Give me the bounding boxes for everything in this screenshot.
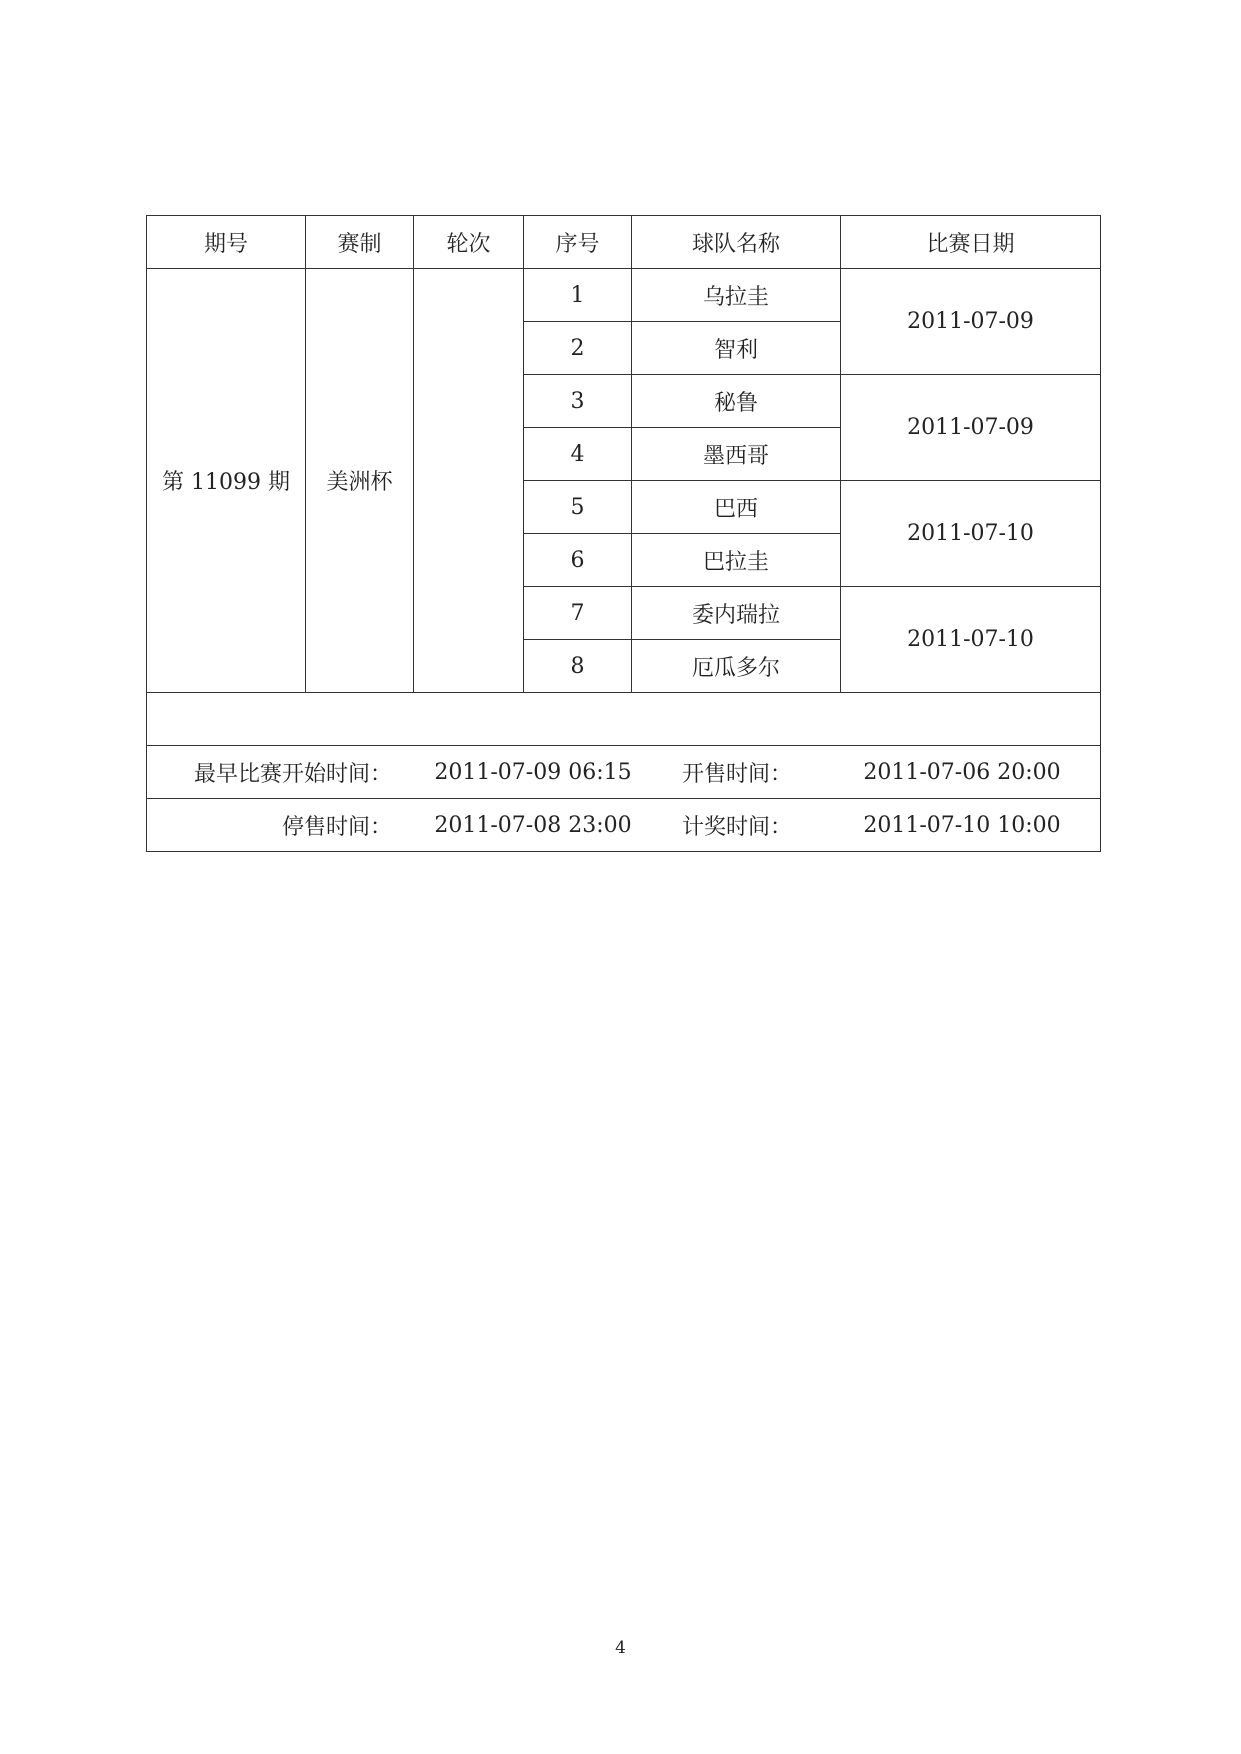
info-row-earliest-start xyxy=(147,746,1101,799)
sale-open-label: 开售时间： xyxy=(682,761,793,787)
seq-cell: 4 xyxy=(524,428,632,481)
issue-cell: 第 11099 期 xyxy=(147,269,306,693)
table-header-row xyxy=(147,216,1101,269)
format-cell: 美洲杯 xyxy=(306,269,414,693)
earliest-start-label: 最早比赛开始时间： xyxy=(193,761,392,787)
team-cell: 委内瑞拉 xyxy=(632,587,841,640)
header-match-date: 比赛日期 xyxy=(841,216,1101,269)
header-format: 赛制 xyxy=(306,216,414,269)
seq-cell: 3 xyxy=(524,375,632,428)
team-cell: 秘鲁 xyxy=(632,375,841,428)
seq-cell: 8 xyxy=(524,640,632,693)
team-cell: 巴西 xyxy=(632,481,841,534)
info-grid xyxy=(147,799,1100,851)
team-cell: 厄瓜多尔 xyxy=(632,640,841,693)
sale-open-value: 2011-07-06 20:00 xyxy=(863,759,1061,785)
date-cell: 2011-07-09 xyxy=(841,269,1101,375)
table-row xyxy=(147,269,1101,322)
empty-row xyxy=(147,693,1101,746)
team-cell: 墨西哥 xyxy=(632,428,841,481)
seq-cell: 2 xyxy=(524,322,632,375)
date-cell: 2011-07-10 xyxy=(841,481,1101,587)
seq-cell: 7 xyxy=(524,587,632,640)
date-cell: 2011-07-09 xyxy=(841,375,1101,481)
sale-stop-label: 停售时间： xyxy=(281,814,392,840)
match-schedule-table xyxy=(146,215,1101,852)
prize-calc-value: 2011-07-10 10:00 xyxy=(863,812,1061,838)
header-issue: 期号 xyxy=(147,216,306,269)
info-cell xyxy=(147,799,1101,852)
info-cell xyxy=(147,746,1101,799)
seq-cell: 5 xyxy=(524,481,632,534)
earliest-start-value: 2011-07-09 06:15 xyxy=(434,759,632,785)
team-cell: 智利 xyxy=(632,322,841,375)
info-grid xyxy=(147,746,1100,798)
page-number: 4 xyxy=(615,1638,626,1658)
empty-cell xyxy=(147,693,1101,746)
header-team-name: 球队名称 xyxy=(632,216,841,269)
seq-cell: 1 xyxy=(524,269,632,322)
team-cell: 巴拉圭 xyxy=(632,534,841,587)
seq-cell: 6 xyxy=(524,534,632,587)
header-seq: 序号 xyxy=(524,216,632,269)
sale-stop-value: 2011-07-08 23:00 xyxy=(434,812,632,838)
date-cell: 2011-07-10 xyxy=(841,587,1101,693)
header-round: 轮次 xyxy=(414,216,524,269)
prize-calc-label: 计奖时间： xyxy=(682,814,793,840)
round-cell xyxy=(414,269,524,693)
info-row-sale-stop xyxy=(147,799,1101,852)
team-cell: 乌拉圭 xyxy=(632,269,841,322)
